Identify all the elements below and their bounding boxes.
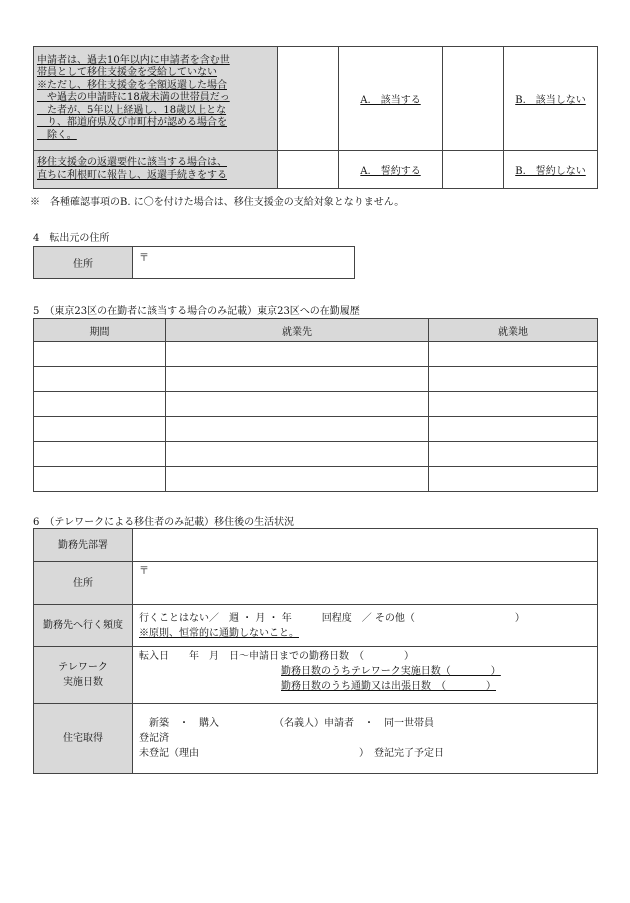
question-line: 直ちに利根町に報告し、返還手続きをする	[37, 169, 227, 181]
living-status-table	[33, 528, 598, 774]
employer-cell[interactable]	[166, 367, 429, 392]
employer-cell[interactable]	[166, 417, 429, 442]
telework-total-days: 転入日 年 月 日～申請日までの勤務日数 （ ）	[139, 651, 414, 662]
table-row	[34, 367, 598, 392]
location-cell[interactable]	[429, 367, 598, 392]
table-row	[34, 392, 598, 417]
employer-cell[interactable]	[166, 342, 429, 367]
question-line: た者が、5年以上経過し、18歳以上とな	[37, 104, 227, 116]
table-row	[34, 442, 598, 467]
table-row	[34, 342, 598, 367]
postal-mark: 〒	[139, 253, 149, 264]
frequency-note: ※原則、恒常的に通勤しないこと。	[139, 627, 299, 639]
period-cell[interactable]	[34, 442, 166, 467]
period-cell[interactable]	[34, 392, 166, 417]
table-row	[34, 467, 598, 492]
section4-heading: 4 転出元の住所	[33, 233, 110, 244]
question-line: 移住支援金の返還要件に該当する場合は、	[37, 157, 227, 168]
employer-cell[interactable]	[166, 392, 429, 417]
frequency-label: 勤務先へ行く頻度	[34, 605, 133, 647]
col-period: 期間	[34, 319, 166, 342]
postal-mark: 〒	[139, 566, 149, 577]
work-history-table	[33, 318, 598, 492]
employer-cell[interactable]	[166, 467, 429, 492]
option-b-cell[interactable]	[504, 151, 598, 189]
option-b-label: B. 誓約しない	[515, 166, 586, 177]
location-cell[interactable]	[429, 392, 598, 417]
origin-address-label: 住所	[34, 247, 133, 279]
department-label: 勤務先部署	[34, 529, 133, 562]
housing-type: 新築 ・ 購入 （名義人）申請者 ・ 同一世帯員	[139, 718, 434, 729]
commute-days: 勤務日数のうち通勤又は出張日数 （ ）	[281, 681, 496, 692]
telework-label	[34, 647, 133, 704]
check-cell-a[interactable]	[278, 47, 339, 151]
question-line: り、都道府県及び市町村が認める場合を	[37, 117, 227, 129]
location-cell[interactable]	[429, 467, 598, 492]
question-line: 申請者は、過去10年以内に申請者を含む世	[37, 54, 230, 66]
address-label: 住所	[34, 562, 133, 605]
period-cell[interactable]	[34, 342, 166, 367]
option-b-cell[interactable]	[504, 47, 598, 151]
question-line: 除く。	[37, 129, 77, 141]
period-cell[interactable]	[34, 417, 166, 442]
period-cell[interactable]	[34, 367, 166, 392]
location-cell[interactable]	[429, 442, 598, 467]
option-a-cell[interactable]	[339, 151, 443, 189]
housing-unregistered: 未登記（理由 ） 登記完了予定日	[139, 748, 444, 759]
origin-address-table	[33, 246, 355, 279]
question-line: 帯員として移住支援金を受給していない	[37, 67, 217, 79]
housing-label: 住宅取得	[34, 704, 133, 774]
department-field[interactable]	[133, 529, 598, 562]
frequency-options: 行くことはない／ 週 ・ 月 ・ 年 回程度 ／ その他（ ）	[139, 612, 525, 624]
option-a-label: A. 誓約する	[360, 166, 421, 177]
col-employer: 就業先	[166, 319, 429, 342]
telework-label-line: テレワーク	[58, 662, 108, 673]
question-line: ※ただし、移住支援金を全額返還した場合	[37, 79, 227, 91]
check-cell-a[interactable]	[278, 151, 339, 189]
frequency-field[interactable]	[133, 605, 598, 647]
eligibility-question-2	[34, 151, 278, 189]
housing-field[interactable]	[133, 704, 598, 774]
period-cell[interactable]	[34, 467, 166, 492]
telework-days: 勤務日数のうちテレワーク実施日数（ ）	[281, 666, 501, 677]
telework-field[interactable]	[133, 647, 598, 704]
eligibility-question-1	[34, 47, 278, 151]
origin-address-field[interactable]	[133, 247, 355, 279]
question-line: や過去の申請時に18歳未満の世帯員だっ	[37, 92, 230, 104]
employer-cell[interactable]	[166, 442, 429, 467]
option-a-label: A. 該当する	[360, 95, 421, 106]
telework-label-line: 実施日数	[63, 677, 103, 688]
location-cell[interactable]	[429, 417, 598, 442]
col-location: 就業地	[429, 319, 598, 342]
section5-heading: 5 （東京23区の在勤者に該当する場合のみ記載）東京23区への在勤履歴	[33, 306, 360, 317]
address-field[interactable]	[133, 562, 598, 605]
check-cell-b[interactable]	[443, 47, 504, 151]
eligibility-table	[33, 46, 598, 189]
option-b-label: B. 該当しない	[515, 95, 586, 106]
location-cell[interactable]	[429, 342, 598, 367]
option-a-cell[interactable]	[339, 47, 443, 151]
section6-heading: 6 （テレワークによる移住者のみ記載）移住後の生活状況	[33, 517, 295, 528]
section3-note: ※ 各種確認事項のB. に〇を付けた場合は、移住支援金の支給対象となりません。	[30, 197, 405, 208]
table-row	[34, 417, 598, 442]
housing-registered: 登記済	[139, 733, 169, 744]
check-cell-b[interactable]	[443, 151, 504, 189]
